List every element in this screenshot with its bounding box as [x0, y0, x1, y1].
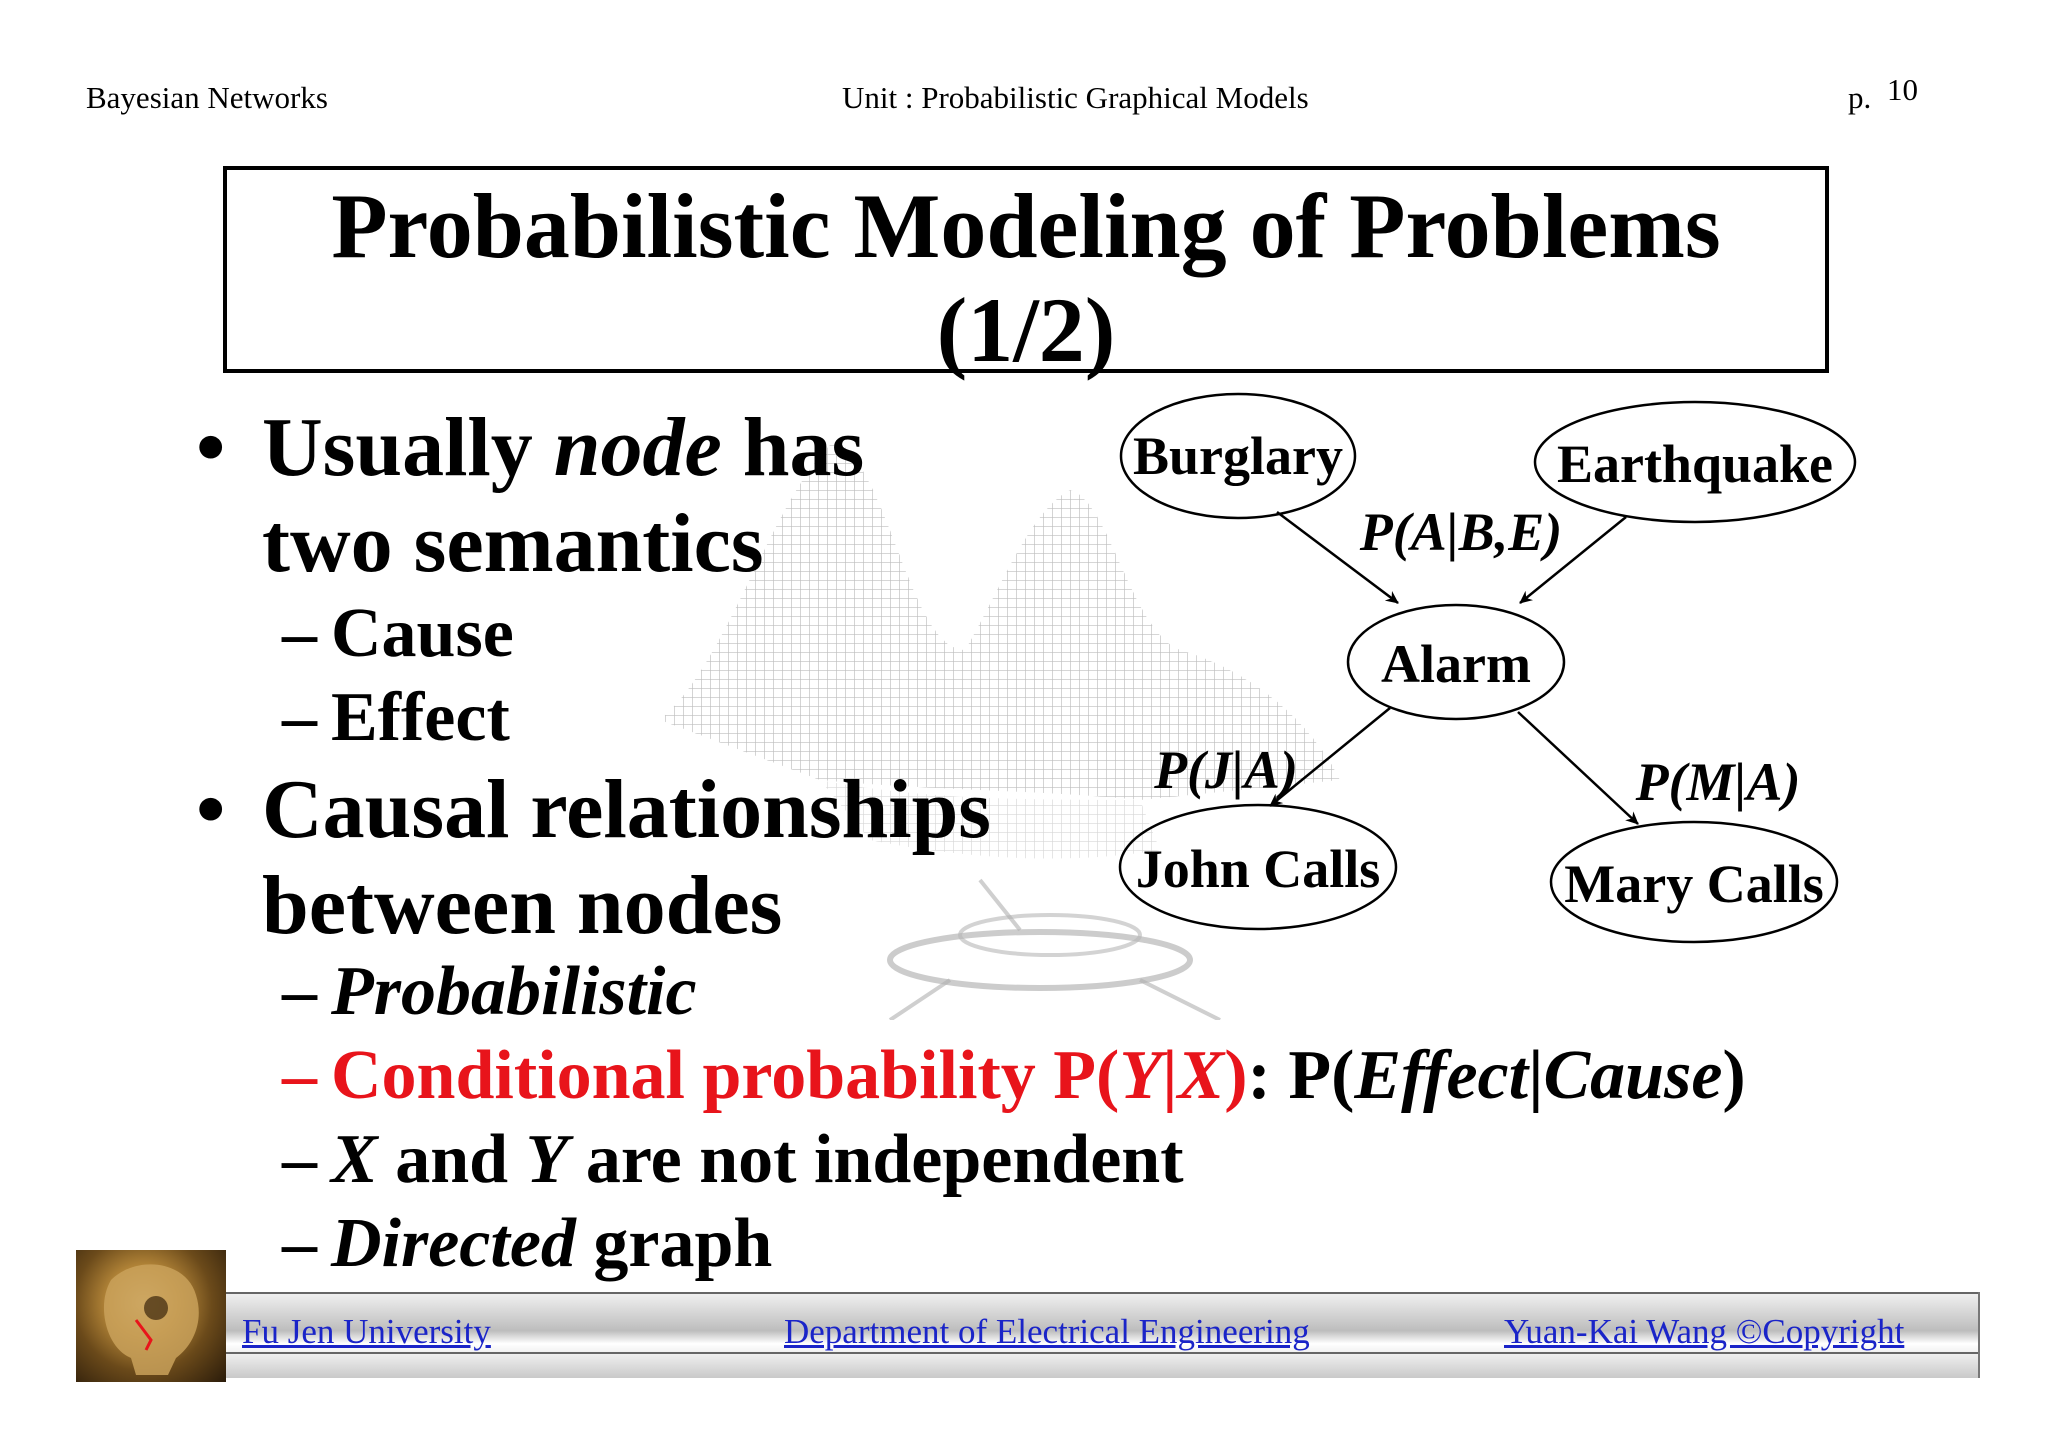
page-prefix: p.	[1848, 80, 1872, 115]
bullet-2-line-1: Causal relationships	[262, 763, 991, 856]
title-line-2: (1/2)	[936, 279, 1116, 381]
sub-not-independent: – X and Y are not independent	[282, 1121, 1184, 1198]
label-p-j-given-a: P(J|A)	[1154, 740, 1298, 800]
node-earthquake: Earthquake	[1556, 434, 1834, 494]
sub-directed-graph: – Directed graph	[282, 1205, 773, 1282]
footer-rule-mid	[226, 1352, 1978, 1354]
bullet-2-line-2: between nodes	[262, 859, 783, 952]
header-center: Unit : Probabilistic Graphical Models	[842, 80, 1309, 115]
header-left: Bayesian Networks	[86, 80, 328, 115]
footer-copyright-link[interactable]: Yuan-Kai Wang ©Copyright	[1504, 1312, 1905, 1351]
edge-alarm-mary	[1518, 712, 1638, 824]
footer-rule-top	[226, 1292, 1978, 1294]
node-mary-calls: Mary Calls	[1564, 854, 1824, 914]
sub-cause: – Cause	[282, 595, 514, 672]
bullet-2-dot: •	[196, 763, 226, 856]
footer-university-link[interactable]: Fu Jen University	[242, 1312, 491, 1351]
page-value: 10	[1887, 72, 1918, 107]
sub-conditional-probability: – Conditional probability P(Y|X): P(Effect|Cause)	[282, 1037, 1746, 1114]
bullet-1-dot: •	[196, 401, 226, 494]
title-line-1: Probabilistic Modeling of Problems	[331, 175, 1721, 277]
sub-probabilistic: – Probabilistic	[282, 953, 697, 1030]
label-p-m-given-a: P(M|A)	[1635, 752, 1801, 812]
sub-effect: – Effect	[282, 679, 510, 756]
footer-department-link[interactable]: Department of Electrical Engineering	[784, 1312, 1310, 1351]
node-alarm: Alarm	[1381, 634, 1531, 694]
label-p-a-given-b-e: P(A|B,E)	[1359, 502, 1563, 562]
skull-logo-icon	[76, 1250, 226, 1382]
node-burglary: Burglary	[1133, 426, 1343, 486]
bullet-1-text: Usually node has	[262, 401, 865, 494]
node-john-calls: John Calls	[1135, 839, 1381, 899]
footer	[76, 1250, 1978, 1382]
bullet-1-line-2: two semantics	[262, 497, 764, 590]
